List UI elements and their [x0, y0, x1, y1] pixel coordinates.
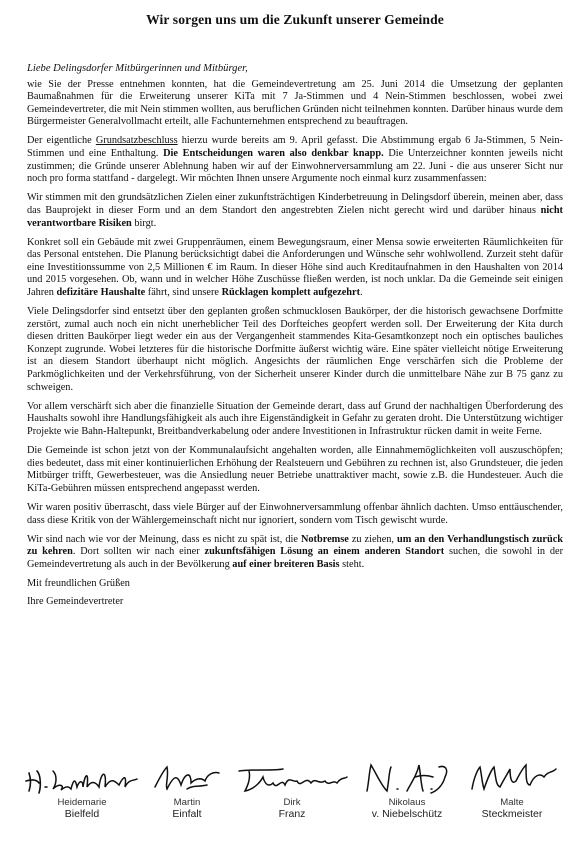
text-run: Konkret soll ein Gebäude mit zwei Gruppenräumen, einem Bewegungsraum, einer Mensa sowie erweiterten Räumlichkeiten für das Personal entstehen. Die Planung berücksichtigt dabei die Anforderungen und Wünsche sehr wohlwollend. Zurzeit steht dafür eine Investitionssumme von 2,5 Millionen € im Raum. In dieser Höhe sind auch Kreditaufnahmen in den Haushalten von 2014 und 2015 vorgesehen. Ob, wann und in welcher Höhe Zuschüsse fließen werden, ist noch unklar. Da die Gemeinde seit einigen Jahren	[27, 236, 563, 298]
text-run: Wir stimmen mit den grundsätzlichen Zielen einer zukunftsträchtigen Kinderbetreuung in Delingsdorf überein, meinen aber, dass das Bauprojekt in dieser Form und an dem Standort den angestrebten Zielen nicht gerecht wird und darüber hinaus	[27, 192, 563, 216]
signatory-last-name: v. Niebelschütz	[371, 808, 443, 820]
closing-greeting: Mit freundlichen Grüßen	[27, 577, 130, 589]
text-run: Wir sind nach wie vor der Meinung, dass es nicht zu spät ist, die	[27, 533, 301, 545]
letter-body	[27, 79, 563, 572]
signature-steckmeister-image	[464, 763, 560, 797]
signatory-first-name: Nikolaus	[388, 797, 426, 808]
signatory-first-name: Malte	[500, 797, 524, 808]
text-run: birgt.	[131, 217, 157, 229]
signatory-last-name: Einfalt	[172, 808, 202, 820]
emphasis-bold: um an den Verhandlungstisch zurück zu kehren	[27, 533, 563, 558]
paragraph-6	[27, 401, 563, 439]
signature-bielfeld-image	[23, 763, 141, 797]
emphasis-bold: Rücklagen komplett aufgezehrt	[221, 287, 360, 298]
signatory-franz	[232, 763, 352, 820]
paragraph-8	[27, 502, 563, 527]
emphasis-bold: Notbremse	[300, 533, 349, 545]
emphasis-bold: zukunftsfähigen Lösung an einem anderen Standort	[204, 546, 445, 558]
signatory-steckmeister	[462, 763, 562, 820]
paragraph-1	[27, 79, 563, 129]
text-run: . Dort sollten wir nach einer	[72, 546, 205, 558]
signatory-first-name: Martin	[173, 797, 201, 808]
letter-title: Wir sorgen uns um die Zukunft unserer Gemeinde	[146, 12, 444, 27]
signature-einfalt-image	[147, 763, 227, 797]
signature-block	[22, 763, 573, 863]
signatory-einfalt	[142, 763, 232, 820]
paragraph-3	[27, 192, 563, 230]
text-run: .	[360, 287, 363, 298]
signatory-bielfeld	[22, 763, 142, 820]
emphasis-bold: Die Entscheidungen waren also denkbar knapp.	[163, 148, 384, 160]
signatory-niebelschuetz	[352, 763, 462, 820]
signature-niebelschuetz-image	[357, 763, 457, 797]
text-run: steht.	[339, 558, 365, 570]
text-run: Der eigentliche	[27, 135, 96, 147]
text-run: zu ziehen,	[348, 533, 398, 545]
signatory-first-name: Dirk	[283, 797, 301, 808]
salutation: Liebe Delingsdorfer Mitbürgerinnen und Mitbürger,	[27, 63, 248, 74]
paragraph-7	[27, 445, 563, 495]
text-run: Vor allem verschärft sich aber die finanzielle Situation der Gemeinde derart, dass auf Grund der nachhaltigen Überforderung des Haushalts sowohl ihre Handlungsfähigkeit als auch ihre Eigenständigkeit in Gefahr zu geraten droht. Die Unterstützung wichtiger Projekte wie Bahn-Haltepunkt, Breitbandverkabelung oder andere Investitionen in Infrastruktur rücken damit in weite Ferne.	[27, 400, 563, 437]
closing-sender: Ihre Gemeindevertreter	[27, 596, 124, 608]
paragraph-4	[27, 237, 563, 300]
text-run: Wir waren positiv überrascht, dass viele Bürger auf der Einwohnerversammlung offenbar ähnlich dachten. Umso enttäuschender, dass diese Kritik von der Wählergemeinschaft nicht nur ignoriert, sondern vom Tisch gewischt wurde.	[27, 501, 563, 526]
signatory-first-name: Heidemarie	[57, 797, 107, 808]
emphasis-bold: auf einer breiteren Basis	[232, 558, 340, 570]
emphasis-bold: nicht verantwortbare Risiken	[27, 204, 563, 229]
paragraph-9	[27, 534, 563, 572]
text-run: suchen, die sowohl in der Gemeindevertretung als auch in der Bevölkerung	[27, 546, 564, 570]
emphasis-bold: defizitäre Haushalte	[56, 287, 146, 298]
text-run: hierzu wurde bereits am 9. April gefasst. Die Abstimmung ergab 6 Ja-Stimmen, 5 Nein-Stimmen und eine Enthaltung.	[27, 135, 563, 160]
signatory-last-name: Franz	[278, 808, 306, 820]
text-run: fährt, sind unsere	[145, 287, 222, 298]
signatory-last-name: Steckmeister	[481, 808, 543, 820]
signatory-last-name: Bielfeld	[64, 808, 100, 820]
paragraph-2	[27, 135, 563, 185]
text-run: Die Unterzeichner konnten jeweils nicht zustimmen; die Gründe unserer Ablehnung haben wir auf der Einwohnerversammlung am 22. Juni - die aus unserer Sicht nur noch pro forma stattfand - dargelegt. Wir möchten Ihnen unsere Argumente noch einmal kurz zusammenfassen:	[27, 148, 563, 185]
text-run: Viele Delingsdorfer sind entsetzt über den geplanten großen schmucklosen Baukörper, der die historisch gewachsene Dorfmitte zerstört, zumal auch noch ein nicht unerheblicher Teil des Dorfteiches geopfert werden soll. Der Erweiterung der Kita durch diesen dritten Baukörper liegt weder ein aus der Vergangenheit stammendes Kita-Gesamtkonzept noch ein optisches bauliches Konzept zugrunde. Wobei letzteres für die historische Dorfmitte äußerst wichtig wäre. Eine später vielleicht nötige Erweiterung ist an diesem Standort überhaupt nicht möglich. Angesichts der räumlichen Enge verschärfen sich die Probleme der Parkmöglichkeiten und der Verkehrsführung, von der Sicherheit unserer Kinder durch die unmittelbare Nähe zur B 75 ganz zu schweigen.	[27, 306, 563, 393]
signature-franz-image	[233, 763, 351, 797]
paragraph-5	[27, 306, 563, 394]
emphasis-underline: Grundsatzbeschluss	[95, 135, 178, 147]
text-run: Die Gemeinde ist schon jetzt von der Kommunalaufsicht angehalten worden, alle Einnahmemöglichkeiten voll auszuschöpfen; dies bedeutet, dass mit einer kontinuierlichen Erhöhung der Realsteuern und Gebühren zu rechnen ist, also Grundsteuer, die jeden Mitbürger trifft, Gewerbesteuer, was die Ansiedlung neuer Betriebe unattraktiver macht, sowie z.B. die Hundesteuer. Auch die KiTa-Gebühren müssen entsprechend angepasst werden.	[27, 445, 563, 494]
text-run: wie Sie der Presse entnehmen konnten, hat die Gemeindevertretung am 25. Juni 2014 die Umsetzung der geplanten Baumaßnahmen für die Erweiterung unserer KiTa mit 7 Ja-Stimmen und 4 Nein-Stimmen beschlossen, wobei zwei Gemeindevertreter, die mit Nein stimmen wollten, aus beruflichen Gründen nicht teilnehmen konnten. Darüber hinaus wurde dem Bürgermeister Generalvollmacht erteilt, alle Fachunternehmen entsprechend zu beauftragen.	[27, 78, 564, 128]
